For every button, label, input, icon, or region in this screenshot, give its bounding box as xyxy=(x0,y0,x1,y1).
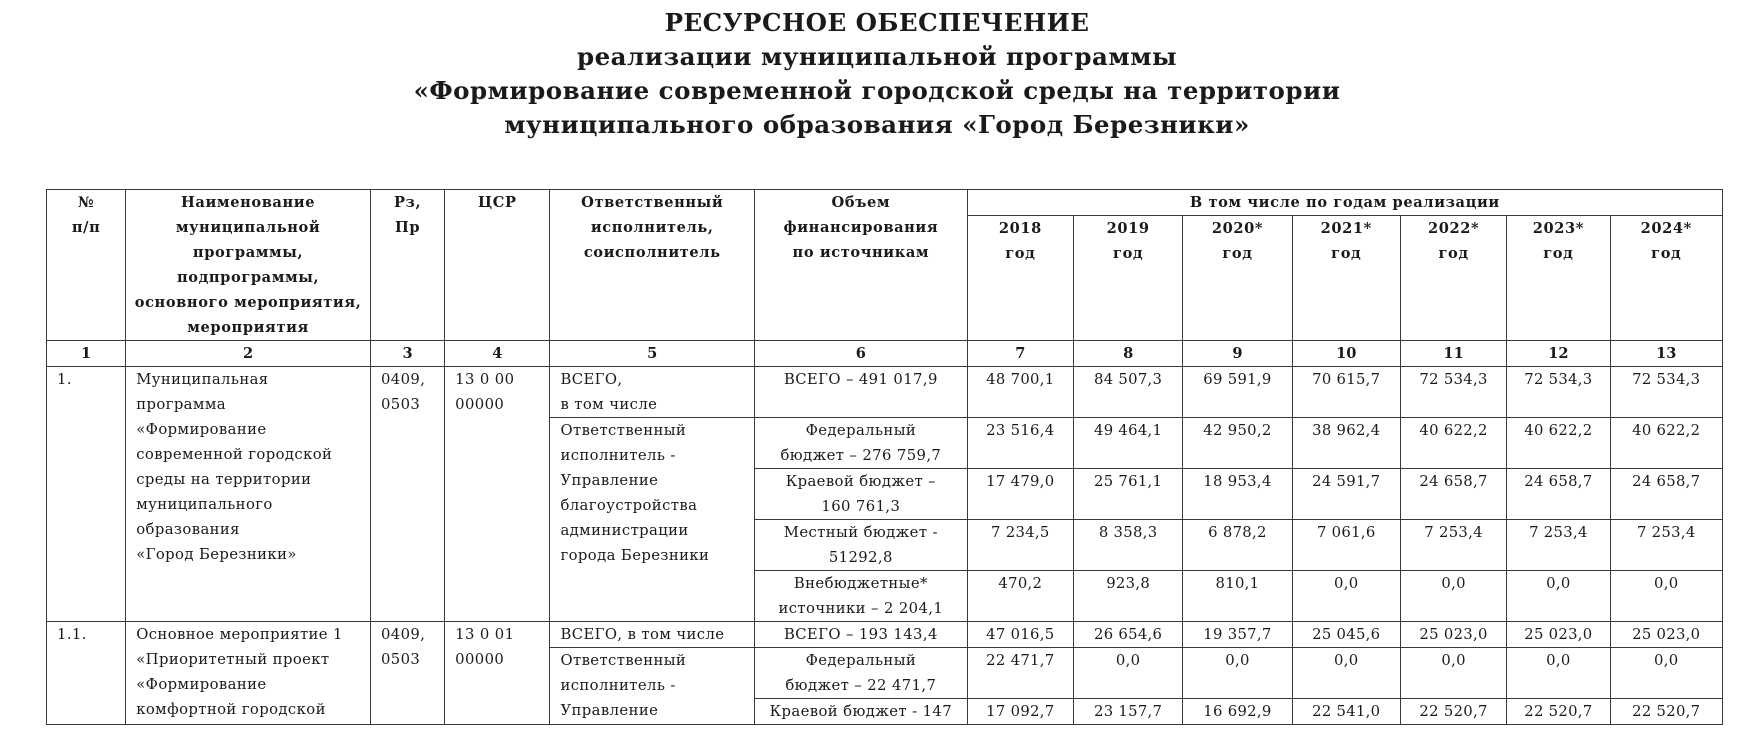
value-cell: 22 541,0 xyxy=(1292,699,1400,725)
value-cell: 24 658,7 xyxy=(1400,469,1506,520)
col-number: 2 xyxy=(126,341,371,367)
value-cell: 24 658,7 xyxy=(1610,469,1722,520)
value-cell: 8 358,3 xyxy=(1073,520,1182,571)
header-year-2024: 2024* год xyxy=(1610,216,1722,341)
event-csr: 13 0 01 00000 xyxy=(445,622,550,725)
value-cell: 0,0 xyxy=(1507,648,1610,699)
table-row xyxy=(47,367,1723,418)
col-number: 12 xyxy=(1507,341,1610,367)
value-cell: 7 253,4 xyxy=(1400,520,1506,571)
value-cell: 22 471,7 xyxy=(967,648,1073,699)
header-name: Наименование муниципальной программы, подпрограммы, основного мероприятия, мероприятия xyxy=(126,190,371,341)
value-cell: 42 950,2 xyxy=(1183,418,1292,469)
value-cell: 17 092,7 xyxy=(967,699,1073,725)
header-year-2023: 2023* год xyxy=(1507,216,1610,341)
value-cell: 70 615,7 xyxy=(1292,367,1400,418)
event-exec-total: ВСЕГО, в том числе xyxy=(550,622,755,648)
col-number: 1 xyxy=(47,341,126,367)
document-title xyxy=(0,6,1754,142)
title-line-2: реализации муниципальной программы xyxy=(576,42,1178,71)
col-number: 8 xyxy=(1073,341,1182,367)
value-cell: 25 023,0 xyxy=(1507,622,1610,648)
program-rz: 0409, 0503 xyxy=(370,367,444,622)
program-csr: 13 0 00 00000 xyxy=(445,367,550,622)
value-cell: 48 700,1 xyxy=(967,367,1073,418)
value-cell: 23 157,7 xyxy=(1073,699,1182,725)
column-number-row xyxy=(47,341,1723,367)
header-year-2018: 2018 год xyxy=(967,216,1073,341)
title-line-1: РЕСУРСНОЕ ОБЕСПЕЧЕНИЕ xyxy=(664,8,1090,37)
value-cell: 25 023,0 xyxy=(1400,622,1506,648)
event-exec-responsible: Ответственный исполнитель - Управление xyxy=(550,648,755,725)
header-volume: Объем финансирования по источникам xyxy=(755,190,968,341)
title-line-4: муниципального образования «Город Березники» xyxy=(504,110,1250,139)
value-cell: 16 692,9 xyxy=(1183,699,1292,725)
title-line-3: «Формирование современной городской среды на территории xyxy=(413,76,1341,105)
value-cell: 0,0 xyxy=(1292,571,1400,622)
header-year-2021: 2021* год xyxy=(1292,216,1400,341)
program-source-total: ВСЕГО – 491 017,9 xyxy=(755,367,968,418)
value-cell: 22 520,7 xyxy=(1610,699,1722,725)
program-num: 1. xyxy=(47,367,126,622)
value-cell: 17 479,0 xyxy=(967,469,1073,520)
value-cell: 7 061,6 xyxy=(1292,520,1400,571)
col-number: 10 xyxy=(1292,341,1400,367)
value-cell: 0,0 xyxy=(1400,571,1506,622)
header-year-2019: 2019 год xyxy=(1073,216,1182,341)
header-years-group: В том числе по годам реализации xyxy=(967,190,1722,216)
event-rz: 0409, 0503 xyxy=(370,622,444,725)
program-exec-total: ВСЕГО, в том числе xyxy=(550,367,755,418)
col-number: 3 xyxy=(370,341,444,367)
value-cell: 72 534,3 xyxy=(1507,367,1610,418)
value-cell: 40 622,2 xyxy=(1610,418,1722,469)
value-cell: 40 622,2 xyxy=(1400,418,1506,469)
value-cell: 6 878,2 xyxy=(1183,520,1292,571)
value-cell: 7 253,4 xyxy=(1507,520,1610,571)
event-num: 1.1. xyxy=(47,622,126,725)
program-source-extrabudget: Внебюджетные* источники – 2 204,1 xyxy=(755,571,968,622)
event-name: Основное мероприятие 1 «Приоритетный проект «Формирование комфортной городской xyxy=(126,622,371,725)
value-cell: 25 023,0 xyxy=(1610,622,1722,648)
value-cell: 0,0 xyxy=(1507,571,1610,622)
value-cell: 47 016,5 xyxy=(967,622,1073,648)
value-cell: 22 520,7 xyxy=(1400,699,1506,725)
value-cell: 22 520,7 xyxy=(1507,699,1610,725)
event-source-regional: Краевой бюджет - 147 xyxy=(755,699,968,725)
value-cell: 0,0 xyxy=(1073,648,1182,699)
header-executor: Ответственный исполнитель, соисполнитель xyxy=(550,190,755,341)
value-cell: 0,0 xyxy=(1610,571,1722,622)
col-number: 4 xyxy=(445,341,550,367)
program-source-regional: Краевой бюджет – 160 761,3 xyxy=(755,469,968,520)
program-exec-responsible: Ответственный исполнитель - Управление благоустройства администрации города Березники xyxy=(550,418,755,622)
value-cell: 25 045,6 xyxy=(1292,622,1400,648)
value-cell: 810,1 xyxy=(1183,571,1292,622)
value-cell: 19 357,7 xyxy=(1183,622,1292,648)
header-rz: Рз, Пр xyxy=(370,190,444,341)
event-source-total: ВСЕГО – 193 143,4 xyxy=(755,622,968,648)
program-source-local: Местный бюджет - 51292,8 xyxy=(755,520,968,571)
col-number: 11 xyxy=(1400,341,1506,367)
value-cell: 84 507,3 xyxy=(1073,367,1182,418)
value-cell: 18 953,4 xyxy=(1183,469,1292,520)
col-number: 6 xyxy=(755,341,968,367)
value-cell: 24 591,7 xyxy=(1292,469,1400,520)
value-cell: 25 761,1 xyxy=(1073,469,1182,520)
value-cell: 7 234,5 xyxy=(967,520,1073,571)
header-num: № п/п xyxy=(47,190,126,341)
col-number: 9 xyxy=(1183,341,1292,367)
value-cell: 0,0 xyxy=(1292,648,1400,699)
program-name: Муниципальная программа «Формирование современной городской среды на территории муниципального образования «Город Березники» xyxy=(126,367,371,622)
col-number: 5 xyxy=(550,341,755,367)
value-cell: 26 654,6 xyxy=(1073,622,1182,648)
header-csr: ЦСР xyxy=(445,190,550,341)
event-source-federal: Федеральный бюджет – 22 471,7 xyxy=(755,648,968,699)
value-cell: 7 253,4 xyxy=(1610,520,1722,571)
value-cell: 0,0 xyxy=(1610,648,1722,699)
table-row xyxy=(47,622,1723,648)
value-cell: 38 962,4 xyxy=(1292,418,1400,469)
value-cell: 72 534,3 xyxy=(1400,367,1506,418)
header-year-2020: 2020* год xyxy=(1183,216,1292,341)
value-cell: 0,0 xyxy=(1183,648,1292,699)
program-source-federal: Федеральный бюджет – 276 759,7 xyxy=(755,418,968,469)
resource-table xyxy=(46,189,1723,725)
value-cell: 69 591,9 xyxy=(1183,367,1292,418)
col-number: 13 xyxy=(1610,341,1722,367)
value-cell: 23 516,4 xyxy=(967,418,1073,469)
value-cell: 923,8 xyxy=(1073,571,1182,622)
value-cell: 24 658,7 xyxy=(1507,469,1610,520)
col-number: 7 xyxy=(967,341,1073,367)
value-cell: 72 534,3 xyxy=(1610,367,1722,418)
value-cell: 470,2 xyxy=(967,571,1073,622)
value-cell: 0,0 xyxy=(1400,648,1506,699)
header-year-2022: 2022* год xyxy=(1400,216,1506,341)
value-cell: 49 464,1 xyxy=(1073,418,1182,469)
value-cell: 40 622,2 xyxy=(1507,418,1610,469)
